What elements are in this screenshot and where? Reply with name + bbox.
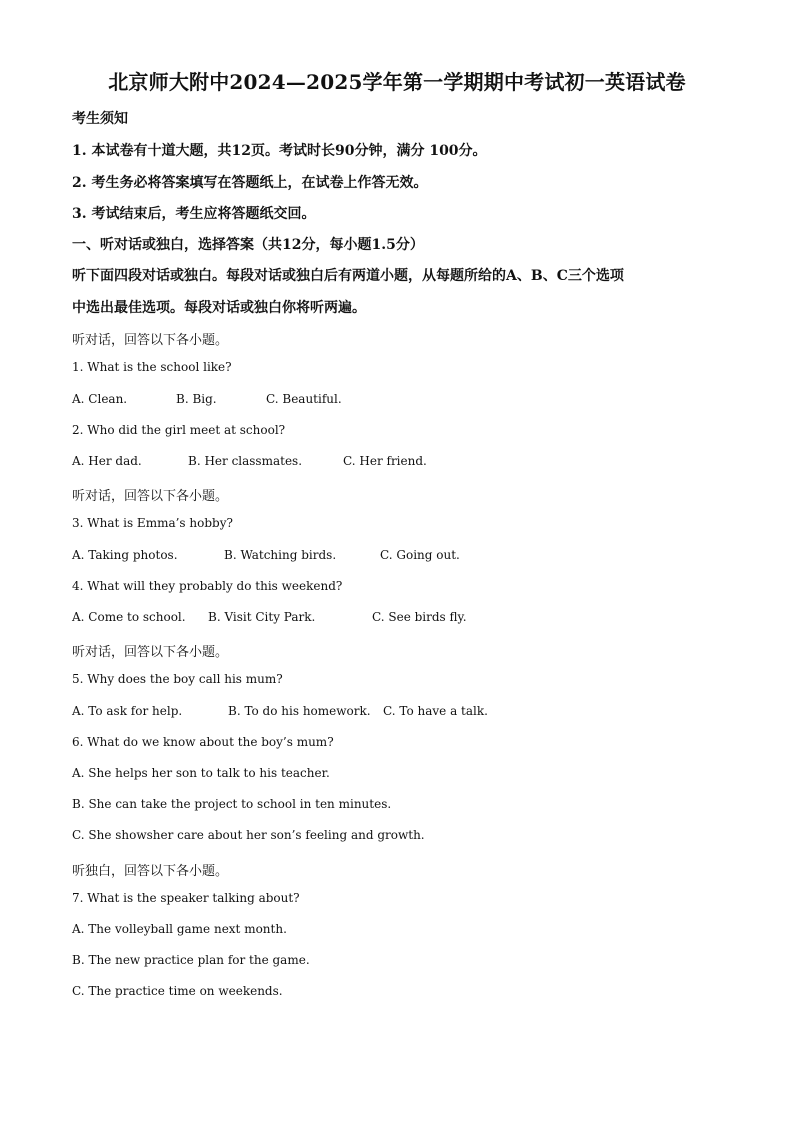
option-a[interactable]: A. To ask for help. xyxy=(72,704,183,718)
section-1-heading: 一、听对话或独白，选择答案（共12分，每小题1.5分） xyxy=(72,237,424,253)
notice-item-1: 1. 本试卷有十道大题，共12页。考试时长90分钟，满分 100分。 xyxy=(72,143,487,159)
monologue-prompt: 听独白，回答以下各小题。 xyxy=(72,864,229,879)
question-3-options xyxy=(72,548,460,562)
exam-title: 北京师大附中2024—2025学年第一学期期中考试初一英语试卷 xyxy=(108,70,686,94)
option-b[interactable]: B. Watching birds. xyxy=(224,548,337,562)
notice-item-2: 2. 考生务必将答案填写在答题纸上，在试卷上作答无效。 xyxy=(72,175,428,191)
question-5-stem: 5. Why does the boy call his mum? xyxy=(72,672,283,686)
option-a[interactable]: A. Clean. xyxy=(72,392,128,406)
option-c[interactable]: C. Her friend. xyxy=(343,454,427,468)
option-c[interactable]: C. Going out. xyxy=(380,548,460,562)
question-7-stem: 7. What is the speaker talking about? xyxy=(72,891,300,905)
section-1-instruction-line-1: 听下面四段对话或独白。每段对话或独白后有两道小题，从每题所给的A、B、C三个选项 xyxy=(72,268,624,284)
option-a[interactable]: A. Taking photos. xyxy=(72,548,178,562)
option-c[interactable]: C. Beautiful. xyxy=(266,392,342,406)
question-1-stem: 1. What is the school like? xyxy=(72,360,232,374)
question-5-options xyxy=(72,704,488,718)
option-b[interactable]: B. Her classmates. xyxy=(188,454,303,468)
dialog-prompt-3: 听对话，回答以下各小题。 xyxy=(72,645,229,660)
question-3-stem: 3. What is Emma’s hobby? xyxy=(72,516,233,530)
option-c[interactable]: C. See birds fly. xyxy=(372,610,467,624)
question-1-options xyxy=(72,392,342,406)
question-6-option-a[interactable]: A. She helps her son to talk to his teacher. xyxy=(72,766,330,780)
question-2-stem: 2. Who did the girl meet at school? xyxy=(72,423,286,437)
question-6-stem: 6. What do we know about the boy’s mum? xyxy=(72,735,334,749)
option-a[interactable]: A. Her dad. xyxy=(72,454,142,468)
question-7-option-a[interactable]: A. The volleyball game next month. xyxy=(72,922,287,936)
question-4-stem: 4. What will they probably do this weekend? xyxy=(72,579,343,593)
notice-item-3: 3. 考试结束后，考生应将答题纸交回。 xyxy=(72,206,316,222)
option-b[interactable]: B. Visit City Park. xyxy=(208,610,316,624)
question-6-option-c[interactable]: C. She showsher care about her son’s feeling and growth. xyxy=(72,828,425,842)
option-c[interactable]: C. To have a talk. xyxy=(383,704,488,718)
option-b[interactable]: B. Big. xyxy=(176,392,217,406)
question-4-options xyxy=(72,610,467,624)
section-1-instruction-line-2: 中选出最佳选项。每段对话或独白你将听两遍。 xyxy=(72,300,366,316)
dialog-prompt-2: 听对话，回答以下各小题。 xyxy=(72,489,229,504)
question-7-option-b[interactable]: B. The new practice plan for the game. xyxy=(72,953,310,967)
option-b[interactable]: B. To do his homework. xyxy=(228,704,371,718)
notice-heading: 考生须知 xyxy=(72,111,128,127)
question-7-option-c[interactable]: C. The practice time on weekends. xyxy=(72,984,283,998)
option-a[interactable]: A. Come to school. xyxy=(72,610,186,624)
dialog-prompt-1: 听对话，回答以下各小题。 xyxy=(72,333,229,348)
question-6-option-b[interactable]: B. She can take the project to school in ten minutes. xyxy=(72,797,392,811)
question-2-options xyxy=(72,454,427,468)
